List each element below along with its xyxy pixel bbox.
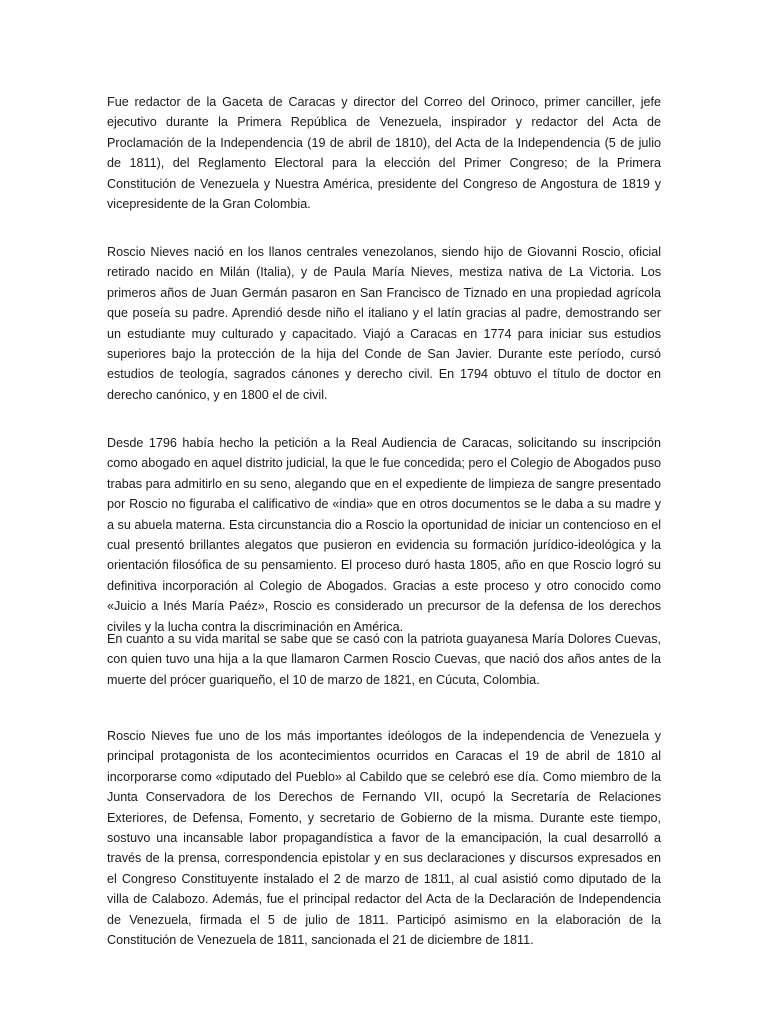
paragraph-3: Desde 1796 había hecho la petición a la Real Audiencia de Caracas, solicitando su inscripción como abogado en aquel distrito judicial, la que le fue concedida; pero el Colegio de Abogados puso trabas para admitirlo en su seno, alegando que en el expediente de limpieza de sangre presentado por Roscio no figuraba el calificativo de «india» que en otros documentos se le daba a su madre y a su abuela materna. Esta circunstancia dio a Roscio la oportunidad de iniciar un contencioso en el cual presentó brillantes alegatos que pusieron en evidencia su formación jurídico-ideológica y la orientación filosófica de su pensamiento. El proceso duró hasta 1805, año en que Roscio logró su definitiva incorporación al Colegio de Abogados. Gracias a este proceso y otro conocido como «Juicio a Inés María Paéz», Roscio es considerado un precursor de la defensa de los derechos civiles y la lucha contra la discriminación en América. — [107, 436, 661, 634]
paragraph-1: Fue redactor de la Gaceta de Caracas y director del Correo del Orinoco, primer canciller, jefe ejecutivo durante la Primera República de Venezuela, inspirador y redactor del Acta de Proclamación de la Independencia (19 de abril de 1810), del Acta de la Independencia (5 de julio de 1811), del Reglamento Electoral para la elección del Primer Congreso; de la Primera Constitución de Venezuela y Nuestra América, presidente del Congreso de Angostura de 1819 y vicepresidente de la Gran Colombia. — [107, 95, 661, 212]
paragraph-2: Roscio Nieves nació en los llanos centrales venezolanos, siendo hijo de Giovanni Roscio, oficial retirado nacido en Milán (Italia), y de Paula María Nieves, mestiza nativa de La Victoria. Los primeros años de Juan Germán pasaron en San Francisco de Tiznado en una propiedad agrícola que poseía su padre. Aprendió desde niño el italiano y el latín gracias al padre, demostrando ser un estudiante muy culturado y capacitado. Viajó a Caracas en 1774 para iniciar sus estudios superiores bajo la protección de la hija del Conde de San Javier. Durante este período, cursó estudios de teología, sagrados cánones y derecho civil. En 1794 obtuvo el título de doctor en derecho canónico, y en 1800 el de civil. — [107, 245, 661, 402]
paragraph-4: En cuanto a su vida marital se sabe que se casó con la patriota guayanesa María Dolores Cuevas, con quien tuvo una hija a la que llamaron Carmen Roscio Cuevas, que nació dos años antes de la muerte del prócer guariqueño, el 10 de marzo de 1821, en Cúcuta, Colombia. — [107, 632, 661, 687]
paragraph-5: Roscio Nieves fue uno de los más importantes ideólogos de la independencia de Venezuela y principal protagonista de los acontecimientos ocurridos en Caracas el 19 de abril de 1810 al incorporarse como «diputado del Pueblo» al Cabildo que se celebró ese día. Como miembro de la Junta Conservadora de los Derechos de Fernando VII, ocupó la Secretaría de Relaciones Exteriores, de Defensa, Fomento, y secretario de Gobierno de la misma. Durante este tiempo, sostuvo una incansable labor propagandística a favor de la emancipación, la cual desarrolló a través de la prensa, correspondencia epistolar y en sus declaraciones y discursos expresados en el Congreso Constituyente instalado el 2 de marzo de 1811, al cual asistió como diputado de la villa de Calabozo. Además, fue el principal redactor del Acta de la Declaración de Independencia de Venezuela, firmada el 5 de julio de 1811. Participó asimismo en la elaboración de la Constitución de Venezuela de 1811, sancionada el 21 de diciembre de 1811. — [107, 729, 661, 948]
